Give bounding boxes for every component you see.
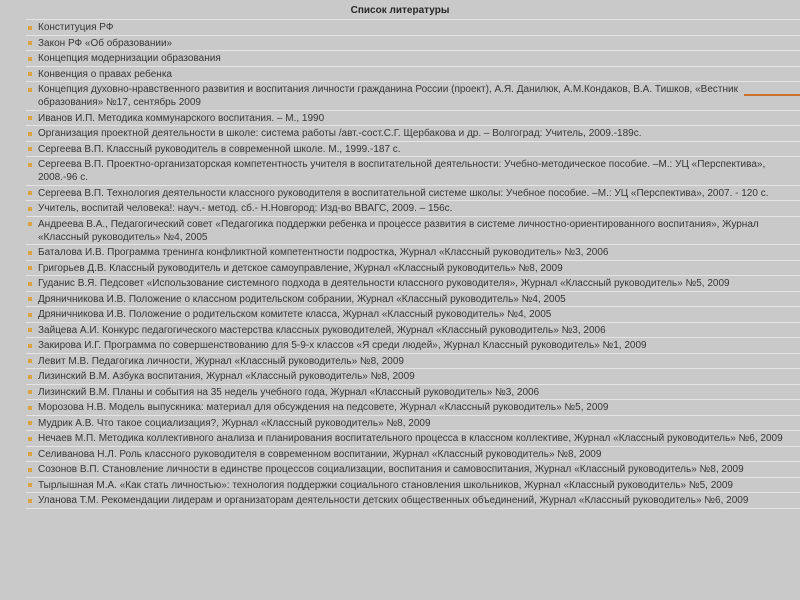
list-item-text: Организация проектной деятельности в школе: система работы /авт.-сост.С.Г. Щербакова и др. – Волгоград: Учитель, 2009.-189с. (38, 128, 642, 139)
list-item-text: Лизинский В.М. Азбука воспитания, Журнал «Классный руководитель» №8, 2009 (38, 371, 415, 382)
list-item (26, 462, 800, 478)
bullet-icon (28, 88, 32, 92)
list-item (26, 385, 800, 401)
list-item-text: Сергеева В.П. Классный руководитель в современной школе. М., 1999.-187 с. (38, 143, 401, 155)
bullet-icon (28, 266, 32, 270)
list-item (26, 369, 800, 385)
bullet-icon (28, 282, 32, 286)
list-item (26, 354, 800, 370)
bullet-icon (28, 499, 32, 503)
bullet-icon (28, 132, 32, 136)
bullet-icon (28, 207, 32, 211)
list-item-text: Дряничникова И.В. Положение о родительском комитете класса, Журнал «Классный руководитель» №4, 2005 (38, 309, 552, 320)
list-item (26, 142, 800, 158)
list-item-text: Селиванова Н.Л. Роль классного руководителя в современном воспитании, Журнал «Классный руководитель» №8, 2009 (38, 448, 602, 460)
list-item-text: Морозова Н.В. Модель выпускника: материал для обсуждения на педсовете, Журнал «Классный руководитель» №5, 2009 (38, 402, 609, 413)
list-item (26, 447, 800, 463)
list-item (26, 276, 800, 292)
bullet-icon (28, 163, 32, 167)
list-item-text: Мудрик А.В. Что такое социализация?, Журнал «Классный руководитель» №8, 2009 (38, 417, 431, 429)
list-item-text: Андреева В.А., Педагогический совет «Педагогика поддержки ребенка и процессе развития в системе личностно-ориентированного воспитания», Журнал «Классный руководитель» №4, 2005 (38, 218, 759, 243)
list-item-text: Конвенция о правах ребенка (38, 68, 172, 80)
list-item-text: Тырлышная М.А. «Как стать личностью»: технология поддержки социального становления школьников, Журнал «Классный руководитель» №5, 2009 (38, 479, 733, 491)
list-item-text: Баталова И.В. Программа тренинга конфликтной компетентности подростка, Журнал «Классный руководитель» №3, 2006 (38, 247, 609, 258)
bullet-icon (28, 147, 32, 151)
list-item (26, 157, 800, 186)
bullet-icon (28, 468, 32, 472)
list-item-text: Левит М.В. Педагогика личности, Журнал «Классный руководитель» №8, 2009 (38, 355, 404, 367)
bullet-icon (28, 41, 32, 45)
list-item (26, 67, 800, 83)
bullet-icon (28, 375, 32, 379)
bullet-icon (28, 297, 32, 301)
list-item (26, 307, 800, 323)
bullet-icon (28, 222, 32, 226)
bullet-icon (28, 251, 32, 255)
list-item-text: Григорьев Д.В. Классный руководитель и детское самоуправление, Журнал «Классный руководитель» №8, 2009 (38, 262, 563, 274)
list-item (26, 51, 800, 67)
bullet-icon (28, 452, 32, 456)
list-item (26, 400, 800, 416)
list-item-text: Дряничникова И.В. Положение о классном родительском собрании, Журнал «Классный руководитель» №4, 2005 (38, 293, 566, 305)
list-item (26, 20, 800, 36)
bullet-icon (28, 390, 32, 394)
list-item-text: Конституция РФ (38, 22, 114, 33)
bullet-icon (28, 26, 32, 30)
list-item (26, 292, 800, 308)
list-item (26, 323, 800, 339)
list-item (26, 82, 800, 111)
list-item-text: Уланова Т.М. Рекомендации лидерам и организаторам деятельности детских общественных объединений, Журнал «Классный руководитель» №6, 2009 (38, 495, 749, 506)
list-item-text: Созонов В.П. Становление личности в единстве процессов социализации, воспитания и самовоспитания, Журнал «Классный руководитель» №8, 2009 (38, 464, 744, 475)
bullet-icon (28, 344, 32, 348)
list-item (26, 245, 800, 261)
list-item-text: Сергеева В.П. Проектно-организаторская компетентность учителя в воспитательной деятельности: Учебно-методическое пособие. –М.: УЦ «Перспектива», 2008.-96 с. (38, 159, 766, 183)
list-item (26, 493, 800, 509)
list-item-text: Сергеева В.П. Технология деятельности классного руководителя в воспитательной системе школы: Учебное пособие. –М.: УЦ «Перспектива», 2007. - 120 с. (38, 187, 769, 199)
bullet-icon (28, 72, 32, 76)
list-item (26, 126, 800, 142)
list-item (26, 416, 800, 432)
bullet-icon (28, 437, 32, 441)
list-item-text: Зайцева А.И. Конкурс педагогического мастерства классных руководителей, Журнал «Классный руководитель» №3, 2006 (38, 324, 606, 336)
bullet-icon (28, 313, 32, 317)
bullet-icon (28, 421, 32, 425)
bullet-icon (28, 191, 32, 195)
list-item (26, 338, 800, 354)
list-item-text: Закон РФ «Об образовании» (38, 37, 173, 49)
list-item-text: Иванов И.П. Методика коммунарского воспитания. – М., 1990 (38, 112, 325, 124)
list-item (26, 431, 800, 447)
list-item (26, 478, 800, 494)
list-item (26, 186, 800, 202)
list-item-text: Концепция модернизации образования (38, 53, 221, 64)
bullet-icon (28, 359, 32, 363)
list-item-text: Концепция духовно-нравственного развития и воспитания личности гражданина России (проект), А.Я. Данилюк, А.М.Кондаков, В.А. Тишков, «Вестник образования» №17, сентябрь 2009 (38, 84, 738, 108)
page-title: Список литературы (350, 5, 450, 16)
list-item-text: Нечаев М.П. Методика коллективного анализа и планирования воспитательного процесса в классном коллективе, Журнал «Классный руководитель» №6, 2009 (38, 433, 783, 444)
list-item (26, 201, 800, 217)
list-item (26, 36, 800, 52)
bullet-icon (28, 116, 32, 120)
bullet-icon (28, 57, 32, 61)
list-item (26, 261, 800, 277)
list-item-text: Учитель, воспитай человека!: науч.- метод. сб.- Н.Новгород: Изд-во ВВАГС, 2009. – 156с. (38, 203, 453, 214)
list-item (26, 111, 800, 127)
list-item-text: Закирова И.Г. Программа по совершенствованию для 5-9-х классов «Я среди людей», Журнал Классный руководитель» №1, 2009 (38, 340, 647, 351)
list-item-text: Гуданис В.Я. Педсовет «Использование системного подхода в деятельности классного руководителя», Журнал «Классный руководитель» №5, 2009 (38, 278, 730, 289)
list-item (26, 217, 800, 246)
list-item-text: Лизинский В.М. Планы и события на 35 недель учебного года, Журнал «Классный руководитель» №3, 2006 (38, 386, 540, 398)
bullet-icon (28, 406, 32, 410)
reference-list (26, 19, 800, 509)
bullet-icon (28, 328, 32, 332)
bullet-icon (28, 483, 32, 487)
